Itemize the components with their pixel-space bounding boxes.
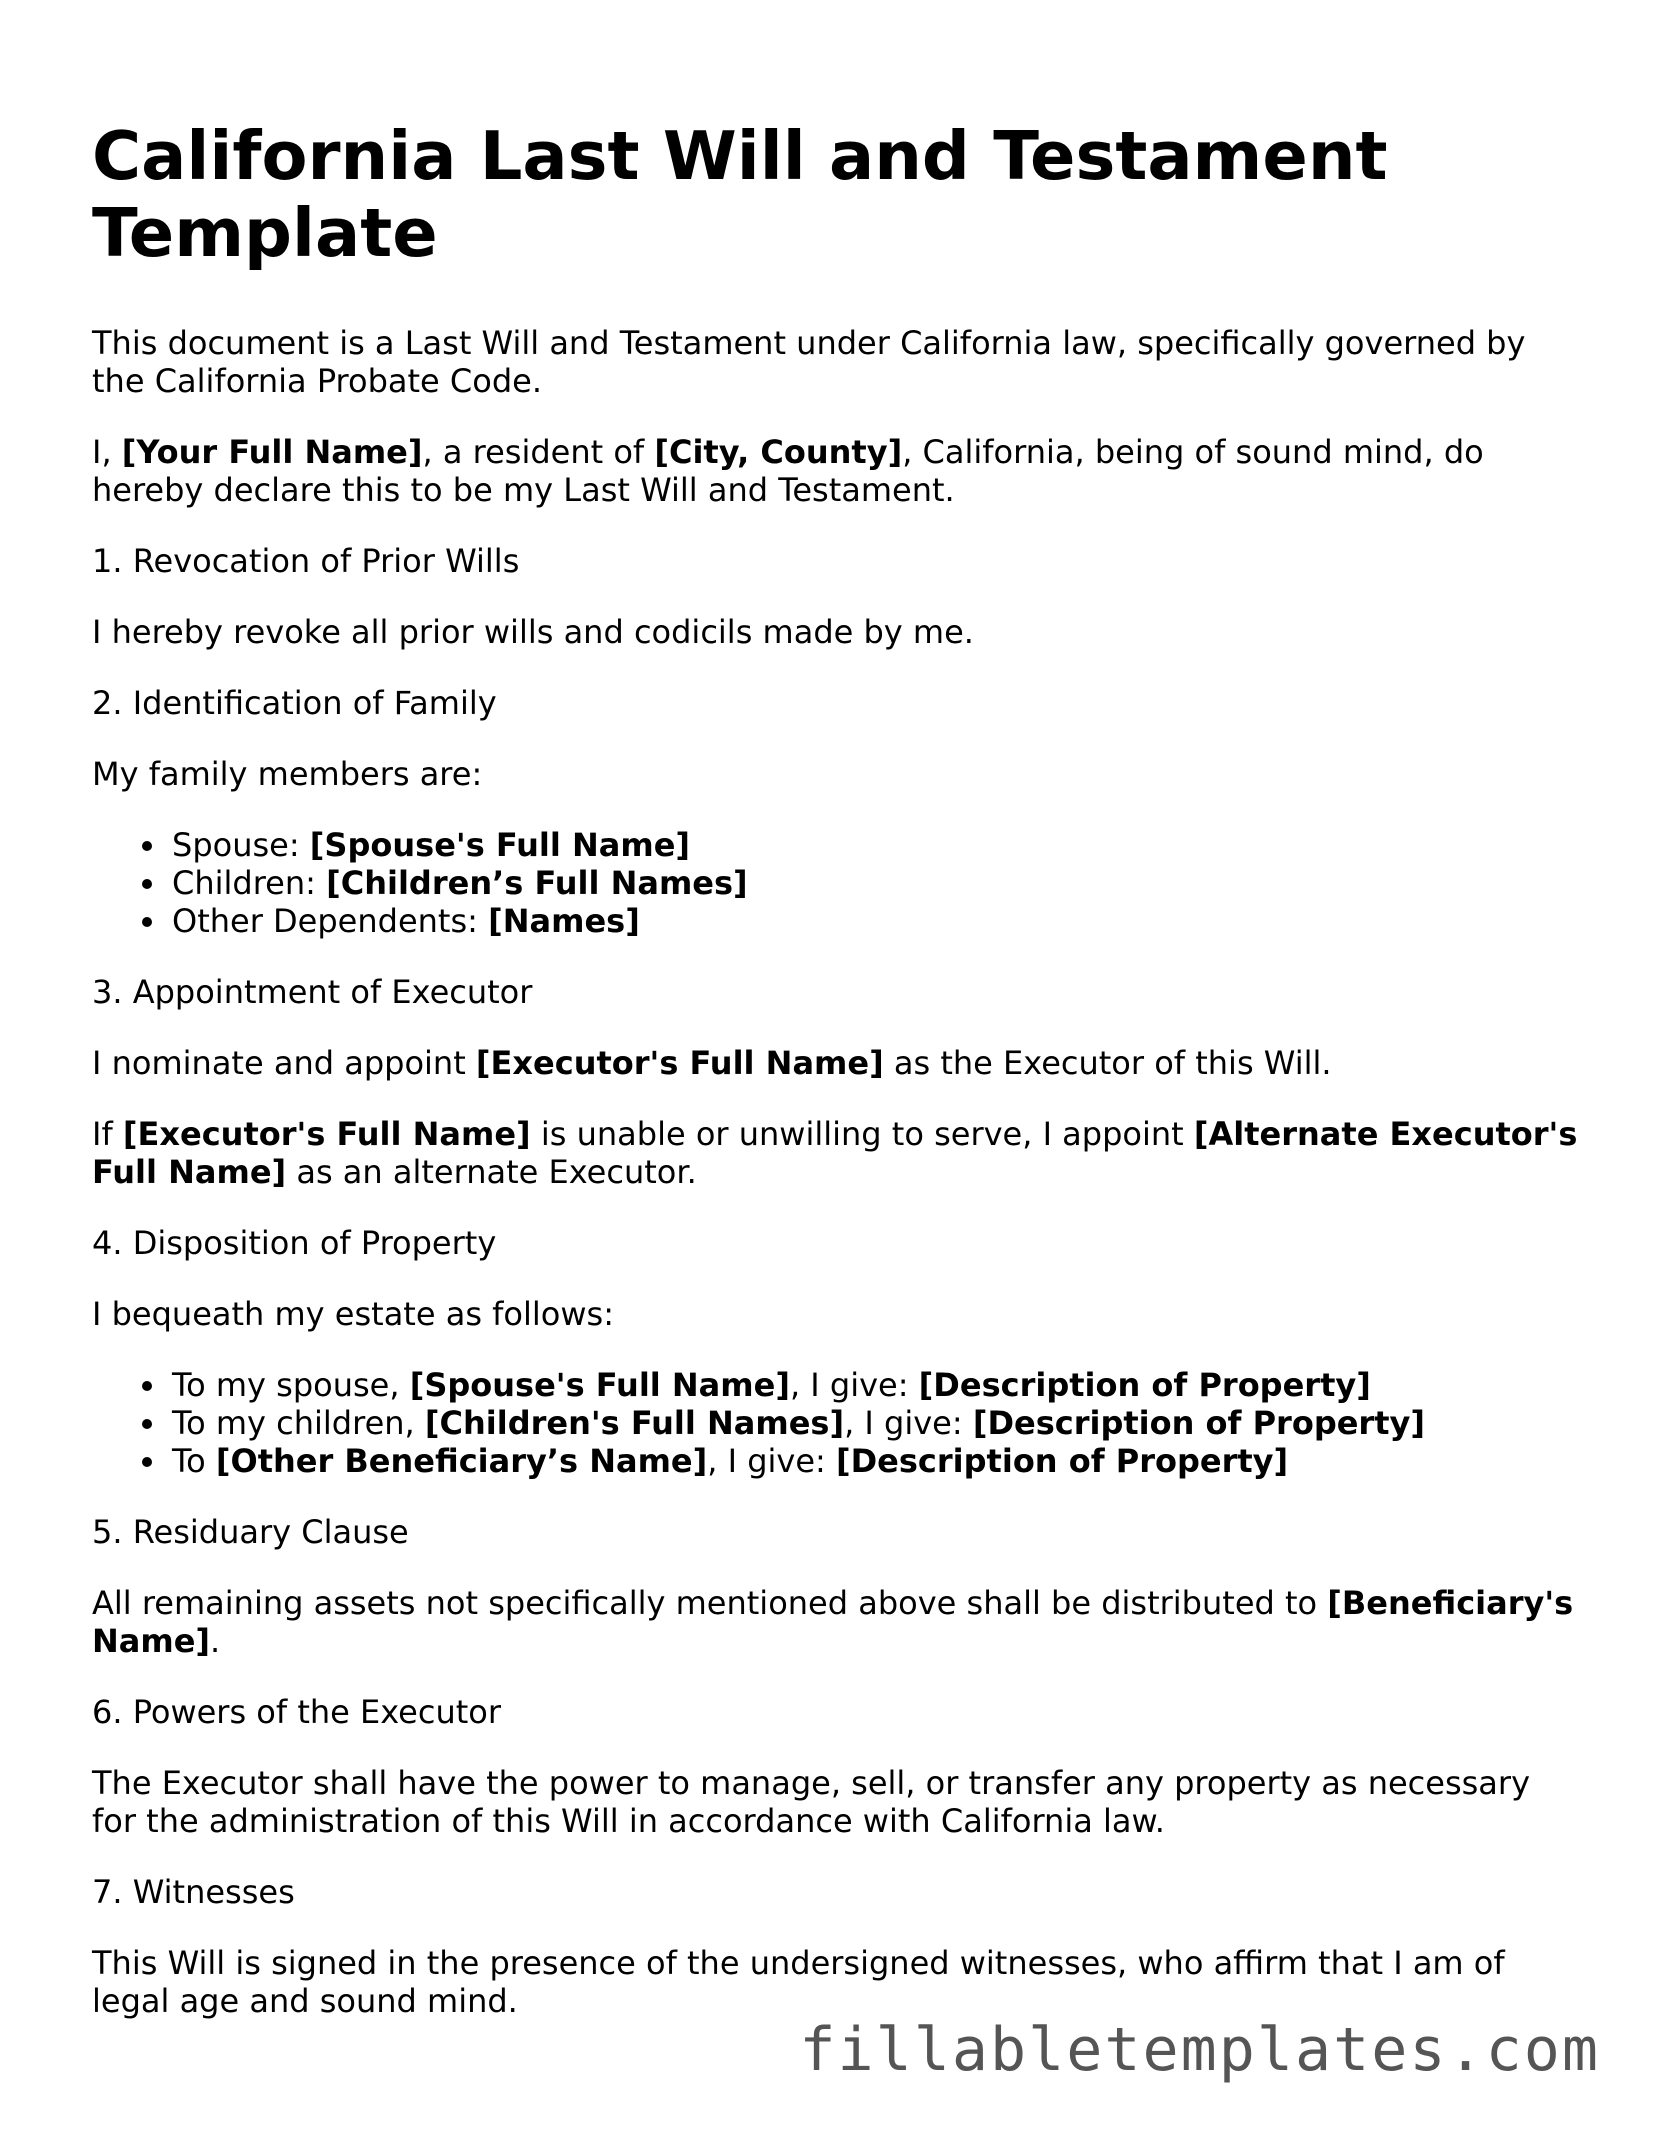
executor-text: as the Executor of this Will.: [883, 1044, 1332, 1082]
placeholder-beneficiary-name: [Beneficiary's Name]: [92, 1584, 1574, 1660]
section-heading-executor: 3. Appointment of Executor: [92, 973, 533, 1011]
placeholder-full-name: [Your Full Name]: [121, 433, 423, 471]
document-page: [92, 118, 1582, 2053]
declaration-text: , California, being of sound mind, do hereby declare this to be my Last Will and Testament.: [92, 433, 1484, 509]
site-watermark: fillabletemplates.com: [799, 2015, 1600, 2085]
document-title: California Last Will and Testament Template: [92, 117, 1388, 272]
declaration-text: I,: [92, 433, 122, 471]
revocation-text: I hereby revoke all prior wills and codicils made by me.: [92, 613, 974, 651]
placeholder-city-county: [City, County]: [654, 433, 903, 471]
placeholder-property-description: [Description of Property]: [918, 1366, 1371, 1404]
placeholder-dependents-names: [Names]: [488, 902, 640, 940]
declaration-paragraph: [92, 433, 1582, 509]
list-item: [172, 902, 1582, 940]
placeholder-children-names: [Children’s Full Names]: [326, 864, 748, 902]
list-item: [172, 864, 1582, 902]
list-item: [172, 1366, 1582, 1404]
property-intro: I bequeath my estate as follows:: [92, 1295, 614, 1333]
list-item-text: , I give:: [789, 1366, 919, 1404]
list-item-text: To: [172, 1442, 216, 1480]
placeholder-property-description: [Description of Property]: [972, 1404, 1425, 1442]
executor-text: If: [92, 1115, 123, 1153]
executor-nomination: [92, 1044, 1582, 1082]
list-item-text: , I give:: [707, 1442, 836, 1480]
list-item-text: To my children,: [172, 1404, 425, 1442]
placeholder-beneficiary-name: [Other Beneficiary’s Name]: [215, 1442, 708, 1480]
executor-text: I nominate and appoint: [92, 1044, 476, 1082]
witnesses-text: This Will is signed in the presence of the undersigned witnesses, who affirm that I am of legal age and sound mind.: [92, 1944, 1505, 2020]
intro-paragraph: This document is a Last Will and Testament under California law, specifically governed by the California Probate Code.: [92, 324, 1526, 400]
list-item-label: Other Dependents:: [172, 902, 489, 940]
section-heading-residuary: 5. Residuary Clause: [92, 1513, 409, 1551]
placeholder-alternate-executor-name: [Alternate Executor's Full Name]: [92, 1115, 1578, 1191]
list-item-label: Children:: [172, 864, 327, 902]
executor-alternate: [92, 1115, 1582, 1191]
list-item-text: To my spouse,: [172, 1366, 410, 1404]
list-item-label: Spouse:: [172, 826, 310, 864]
powers-text: The Executor shall have the power to manage, sell, or transfer any property as necessary for the administration of this Will in accordance with California law.: [92, 1764, 1530, 1840]
list-item: [172, 1442, 1582, 1480]
placeholder-spouse-name: [Spouse's Full Name]: [409, 1366, 790, 1404]
family-list: [92, 826, 1582, 940]
placeholder-executor-name: [Executor's Full Name]: [122, 1115, 531, 1153]
section-heading-revocation: 1. Revocation of Prior Wills: [92, 542, 520, 580]
declaration-text: , a resident of: [422, 433, 655, 471]
list-item: [172, 826, 1582, 864]
placeholder-property-description: [Description of Property]: [835, 1442, 1289, 1480]
executor-text: as an alternate Executor.: [286, 1153, 697, 1191]
placeholder-executor-name: [Executor's Full Name]: [475, 1044, 884, 1082]
executor-text: is unable or unwilling to serve, I appoint: [530, 1115, 1194, 1153]
section-heading-property: 4. Disposition of Property: [92, 1224, 497, 1262]
list-item: [172, 1404, 1582, 1442]
placeholder-spouse-name: [Spouse's Full Name]: [309, 826, 691, 864]
family-intro: My family members are:: [92, 755, 483, 793]
list-item-text: , I give:: [844, 1404, 973, 1442]
section-heading-powers: 6. Powers of the Executor: [92, 1693, 502, 1731]
placeholder-children-names: [Children's Full Names]: [424, 1404, 845, 1442]
residuary-text: [92, 1584, 1582, 1660]
section-heading-witnesses: 7. Witnesses: [92, 1873, 295, 1911]
residuary-body: All remaining assets not specifically mentioned above shall be distributed to: [92, 1584, 1328, 1622]
residuary-period: .: [210, 1622, 221, 1660]
section-heading-family: 2. Identification of Family: [92, 684, 497, 722]
property-list: [92, 1366, 1582, 1480]
